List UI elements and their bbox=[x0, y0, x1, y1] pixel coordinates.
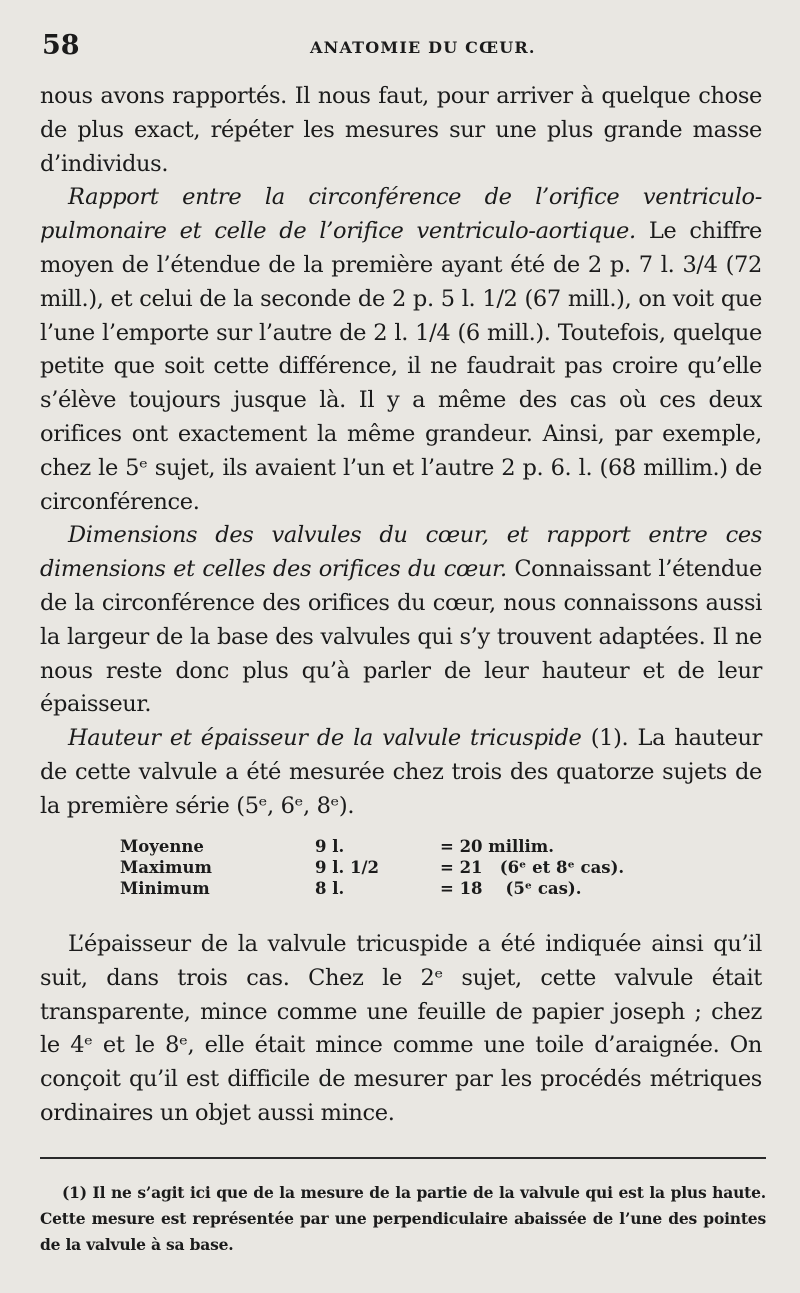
footnote-text: (1) Il ne s’agit ici que de la mesure de la partie de la valvule qui est la plus haute. Cette mesure est représentée par une perpendiculaire abaissée de l’une des pointes de la valvule à sa base. bbox=[40, 1183, 766, 1254]
row-millim: = 20 millim. bbox=[440, 837, 555, 856]
row-cases: (6ᵉ et 8ᵉ cas). bbox=[499, 858, 625, 877]
page-header bbox=[40, 30, 760, 64]
running-title: ANATOMIE DU CŒUR. bbox=[310, 38, 536, 57]
table-row bbox=[120, 836, 680, 857]
row-label: Moyenne bbox=[120, 837, 204, 856]
table-row bbox=[120, 878, 680, 899]
section-heading-tricuspide: Hauteur et épaisseur de la valvule tricuspide bbox=[68, 725, 582, 752]
paragraph-rapport-orifices bbox=[40, 181, 762, 519]
row-label: Minimum bbox=[120, 879, 210, 898]
row-cases: (5ᵉ cas). bbox=[505, 879, 582, 898]
section-heading-rapport: Rapport entre la circonférence de l’orifice ventriculo-pulmonaire et celle de l’orifice ventriculo-aortique. bbox=[40, 184, 762, 245]
table-row bbox=[120, 857, 680, 878]
row-lines: 9 l. bbox=[315, 837, 345, 856]
paragraph-tricuspide bbox=[40, 722, 762, 823]
row-lines: 9 l. 1/2 bbox=[315, 858, 379, 877]
paragraph-text: Le chiffre moyen de l’étendue de la première ayant été de 2 p. 7 l. 3/4 (72 mill.), et celui de la seconde de 2 p. 5 l. 1/2 (67 mill.), on voit que l’une l’emporte sur l’autre de 2 l. 1/4 (6 mill.). Toutefois, quelque petite que soit cette différence, il ne faudrait pas croire qu’elle s’élève toujours jusque là. Il y a même des cas où ces deux orifices ont exactement la même grandeur. Ainsi, par exemple, chez le 5ᵉ sujet, ils avaient l’un et l’autre 2 p. 6. l. (68 millim.) de circonférence. bbox=[40, 218, 762, 515]
paragraph-epaisseur: L’épaisseur de la valvule tricuspide a été indiquée ainsi qu’il suit, dans trois cas. Chez le 2ᵉ sujet, cette valvule était transparente, mince comme une feuille de papier joseph ; chez le 4ᵉ et le 8ᵉ, elle était mince comme une toile d’araignée. On conçoit qu’il est difficile de mesurer par les procédés métriques ordinaires un objet aussi mince. bbox=[40, 931, 762, 1126]
row-lines: 8 l. bbox=[315, 879, 345, 898]
main-text bbox=[40, 80, 762, 824]
paragraph-text: (1). La hauteur de cette valvule a été mesurée chez trois des quatorze sujets de la première série (5ᵉ, 6ᵉ, 8ᵉ). bbox=[40, 725, 762, 819]
page-number: 58 bbox=[42, 30, 80, 61]
row-millim: = 21 bbox=[440, 858, 483, 877]
row-label: Maximum bbox=[120, 858, 212, 877]
paragraph-continued: nous avons rapportés. Il nous faut, pour arriver à quelque chose de plus exact, répéter les mesures sur une plus grande masse d’individus. bbox=[40, 83, 762, 177]
section-heading-dimensions: Dimensions des valvules du cœur, et rapport entre ces dimensions et celles des orifices du cœur. bbox=[40, 522, 762, 583]
main-text-continued bbox=[40, 928, 762, 1131]
footnote-rule bbox=[40, 1157, 766, 1159]
measurement-table bbox=[120, 836, 680, 899]
row-millim: = 18 bbox=[440, 879, 483, 898]
paragraph-text: Connaissant l’étendue de la circonférence des orifices du cœur, nous connaissons aussi la largeur de la base des valvules qui s’y trouvent adaptées. Il ne nous reste donc plus qu’à parler de leur hauteur et de leur épaisseur. bbox=[40, 556, 762, 718]
footnote bbox=[40, 1180, 766, 1258]
paragraph-dimensions-valvules bbox=[40, 519, 762, 722]
